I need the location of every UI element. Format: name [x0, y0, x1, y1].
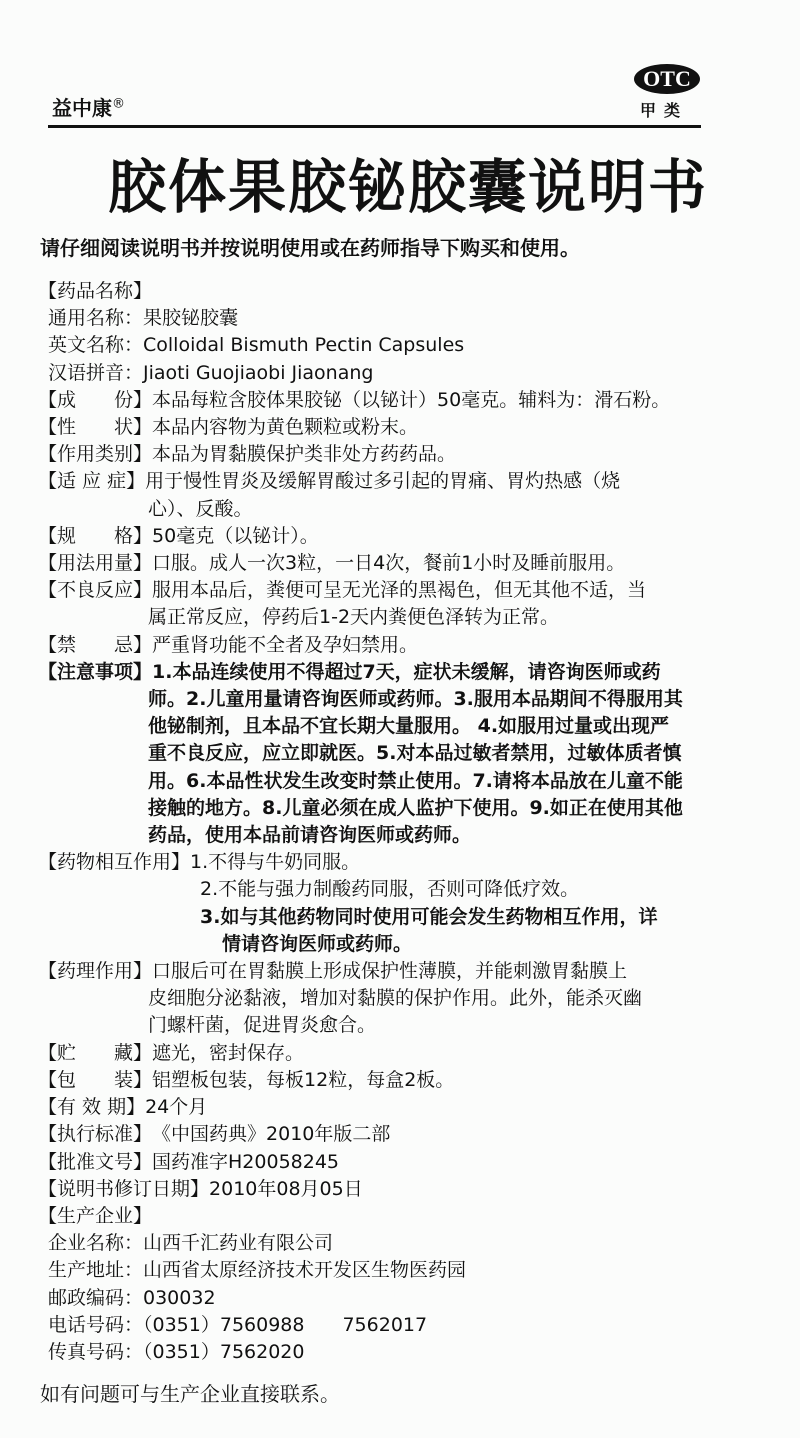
section-indications — [38, 468, 778, 522]
usage-notice: 请仔细阅读说明书并按说明使用或在药师指导下购买和使用。 — [40, 236, 580, 260]
section-text: 《中国药典》2010年版二部 — [152, 1123, 391, 1146]
section-text: 遮光，密封保存。 — [152, 1041, 305, 1064]
section-text: 接触的地方。8.儿童必须在成人监护下使用。9.如正在使用其他 — [148, 796, 683, 819]
section-text: 本品内容物为黄色颗粒或粉末。 — [152, 416, 419, 439]
section-text: 24个月 — [145, 1096, 208, 1119]
brand-logo — [52, 92, 125, 121]
section-label: 【成 份】 — [38, 388, 153, 411]
section-text: 皮细胞分泌黏液，增加对黏膜的保护作用。此外，能杀灭幽 — [148, 987, 643, 1010]
section-interactions — [38, 849, 778, 958]
section-validity — [38, 1094, 778, 1121]
section-label: 【性 状】 — [38, 416, 153, 439]
section-text: 师。2.儿童用量请咨询医师或药师。3.服用本品期间不得服用其 — [148, 688, 683, 711]
section-text: 50毫克（以铋计）。 — [152, 524, 319, 547]
leaflet-body — [38, 278, 778, 1366]
section-appearance — [38, 414, 778, 441]
section-label: 【注意事项】 — [38, 660, 153, 683]
section-label: 【用法用量】 — [38, 552, 153, 575]
section-label: 【执行标准】 — [38, 1123, 153, 1146]
brand-name: 益中康 — [52, 96, 112, 120]
section-label: 【适 应 症】 — [38, 470, 146, 493]
section-text: 用。6.本品性状发生改变时禁止使用。7.请将本品放在儿童不能 — [148, 769, 683, 792]
section-text: 他铋制剂，且本品不宜长期大量服用。 4.如服用过量或出现严 — [148, 715, 670, 738]
pinyin-name: 汉语拼音：Jiaoti Guojiaobi Jiaonang — [48, 361, 374, 384]
section-text: 口服后可在胃黏膜上形成保护性薄膜，并能刺激胃黏膜上 — [152, 960, 628, 983]
section-approval — [38, 1149, 778, 1176]
section-storage — [38, 1040, 778, 1067]
section-text: 口服。成人一次3粒，一日4次，餐前1小时及睡前服用。 — [152, 552, 626, 575]
section-text: 用于慢性胃炎及缓解胃酸过多引起的胃痛、胃灼热感（烧 — [145, 470, 621, 493]
section-dosage — [38, 550, 778, 577]
section-label: 【药理作用】 — [38, 960, 153, 983]
section-text: 情请咨询医师或药师。 — [222, 932, 413, 955]
section-label: 【作用类别】 — [38, 443, 153, 466]
section-contraindications — [38, 632, 778, 659]
section-text: 国药准字H20058245 — [152, 1150, 340, 1173]
section-text: 1.不得与牛奶同服。 — [190, 851, 361, 874]
postcode: 邮政编码：030032 — [48, 1286, 216, 1309]
section-label: 【生产企业】 — [38, 1204, 153, 1227]
otc-badge: OTC — [634, 64, 700, 94]
section-name — [38, 278, 778, 387]
section-adverse — [38, 577, 778, 631]
section-category — [38, 441, 778, 468]
english-name: 英文名称：Colloidal Bismuth Pectin Capsules — [48, 334, 465, 357]
section-text: 2.不能与强力制酸药同服，否则可降低疗效。 — [200, 878, 580, 901]
section-label: 【规 格】 — [38, 524, 153, 547]
section-text: 属正常反应，停药后1-2天内粪便色泽转为正常。 — [148, 606, 560, 629]
section-text: 心）、反酸。 — [148, 497, 253, 520]
generic-name: 通用名称：果胶铋胶囊 — [48, 307, 239, 330]
section-text: 本品每粒含胶体果胶铋（以铋计）50毫克。辅料为：滑石粉。 — [152, 388, 671, 411]
section-label: 【禁 忌】 — [38, 633, 153, 656]
company-name: 企业名称：山西千汇药业有限公司 — [48, 1232, 334, 1255]
section-label: 【药物相互作用】 — [38, 851, 191, 874]
section-text: 1.本品连续使用不得超过7天，症状未缓解，请咨询医师或药 — [152, 660, 661, 683]
section-standard — [38, 1121, 778, 1148]
section-manufacturer — [38, 1203, 778, 1366]
section-spec — [38, 523, 778, 550]
page-title: 胶体果胶铋胶囊说明书 — [108, 153, 709, 221]
section-text: 3.如与其他药物同时使用可能会发生药物相互作用，详 — [200, 905, 658, 928]
section-text: 药品，使用本品前请咨询医师或药师。 — [148, 824, 472, 847]
section-revision — [38, 1176, 778, 1203]
section-text: 重不良反应，应立即就医。5.对本品过敏者禁用，过敏体质者慎 — [148, 742, 682, 765]
section-text: 2010年08月05日 — [209, 1177, 363, 1200]
section-text: 本品为胃黏膜保护类非处方药药品。 — [152, 443, 457, 466]
section-text: 铝塑板包装，每板12粒，每盒2板。 — [152, 1068, 455, 1091]
section-package — [38, 1067, 778, 1094]
section-label: 【药品名称】 — [38, 280, 153, 302]
footer-note: 如有问题可与生产企业直接联系。 — [40, 1382, 340, 1406]
section-label: 【说明书修订日期】 — [38, 1177, 210, 1200]
section-label: 【批准文号】 — [38, 1150, 153, 1173]
company-address: 生产地址：山西省太原经济技术开发区生物医药园 — [48, 1259, 467, 1282]
section-text: 严重肾功能不全者及孕妇禁用。 — [152, 633, 419, 656]
section-label: 【不良反应】 — [38, 579, 153, 602]
section-ingredients — [38, 387, 778, 414]
section-text: 门螺杆菌，促进胃炎愈合。 — [148, 1014, 377, 1037]
otc-class: 甲类 — [640, 101, 689, 120]
section-precautions — [38, 659, 778, 849]
fax: 传真号码：（0351）7562020 — [48, 1340, 305, 1363]
phone: 电话号码：（0351）7560988 7562017 — [48, 1313, 428, 1336]
section-label: 【包 装】 — [38, 1068, 153, 1091]
header-divider — [48, 125, 701, 128]
section-pharmacology — [38, 958, 778, 1040]
registered-mark: ® — [112, 96, 125, 112]
section-label: 【贮 藏】 — [38, 1041, 153, 1064]
section-text: 服用本品后，粪便可呈无光泽的黑褐色，但无其他不适，当 — [152, 579, 647, 602]
section-label: 【有 效 期】 — [38, 1096, 146, 1119]
